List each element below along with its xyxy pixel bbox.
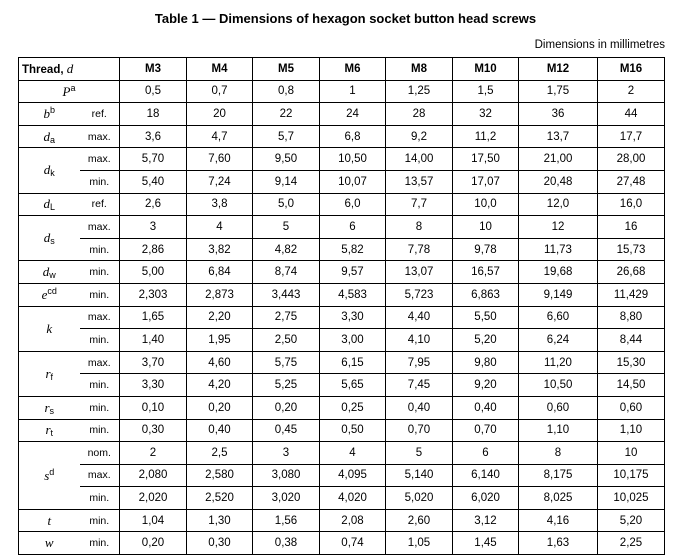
- symbol-letter: e: [41, 287, 48, 303]
- value-cell: 0,70: [453, 419, 519, 442]
- value-cell: 6,84: [187, 261, 253, 284]
- value-cell: 10,0: [453, 193, 519, 216]
- value-cell: 11,2: [453, 125, 519, 148]
- parameter-symbol: [19, 306, 80, 351]
- value-cell: 0,40: [187, 419, 253, 442]
- symbol-subscript: a: [49, 134, 55, 145]
- qualifier: min.: [80, 261, 120, 284]
- symbol-letter: b: [43, 106, 50, 122]
- parameter-symbol: [19, 261, 80, 284]
- value-cell: 1,75: [519, 80, 598, 103]
- value-cell: 4,82: [253, 238, 320, 261]
- value-cell: 1: [320, 80, 386, 103]
- value-cell: 26,68: [598, 261, 665, 284]
- qualifier: min.: [80, 329, 120, 352]
- value-cell: 3,8: [187, 193, 253, 216]
- value-cell: 0,25: [320, 396, 386, 419]
- symbol-letter: d: [43, 162, 51, 178]
- value-cell: 11,429: [598, 283, 665, 306]
- value-cell: 7,95: [386, 351, 453, 374]
- value-cell: 3,443: [253, 283, 320, 306]
- qualifier: min.: [80, 238, 120, 261]
- symbol-subscript: k: [50, 168, 55, 179]
- parameter-symbol: [19, 396, 80, 419]
- value-cell: 1,10: [598, 419, 665, 442]
- value-cell: 8,80: [598, 306, 665, 329]
- table-row: [19, 148, 665, 171]
- parameter-symbol: [19, 509, 80, 532]
- value-cell: 2,50: [253, 329, 320, 352]
- parameter-symbol: [19, 125, 80, 148]
- value-cell: 0,40: [453, 396, 519, 419]
- table-row: [19, 374, 665, 397]
- qualifier: max.: [80, 216, 120, 239]
- size-header: M8: [386, 58, 453, 81]
- value-cell: 4: [187, 216, 253, 239]
- value-cell: 3: [253, 442, 320, 465]
- value-cell: 5,65: [320, 374, 386, 397]
- qualifier: min.: [80, 509, 120, 532]
- parameter-symbol: [19, 283, 80, 306]
- value-cell: 2,5: [187, 442, 253, 465]
- value-cell: 2,86: [120, 238, 187, 261]
- footnote-marker: cd: [47, 286, 57, 297]
- value-cell: 7,24: [187, 170, 253, 193]
- value-cell: 6,60: [519, 306, 598, 329]
- value-cell: 2,020: [120, 487, 187, 510]
- qualifier: max.: [80, 351, 120, 374]
- value-cell: 3,00: [320, 329, 386, 352]
- value-cell: 0,10: [120, 396, 187, 419]
- qualifier: max.: [80, 148, 120, 171]
- value-cell: 0,40: [386, 396, 453, 419]
- symbol-letter: d: [43, 230, 51, 246]
- value-cell: 44: [598, 103, 665, 126]
- parameter-symbol: [19, 419, 80, 442]
- parameter-symbol: [19, 193, 80, 216]
- value-cell: 5,75: [253, 351, 320, 374]
- value-cell: 2,75: [253, 306, 320, 329]
- symbol-subscript: s: [50, 236, 55, 247]
- value-cell: 0,20: [120, 532, 187, 555]
- value-cell: 0,70: [386, 419, 453, 442]
- table-row: [19, 125, 665, 148]
- footnote-marker: d: [49, 466, 55, 477]
- table-row: [19, 464, 665, 487]
- table-body: [19, 80, 665, 554]
- value-cell: 12: [519, 216, 598, 239]
- value-cell: 6,140: [453, 464, 519, 487]
- value-cell: 5,0: [253, 193, 320, 216]
- value-cell: 2,580: [187, 464, 253, 487]
- value-cell: 14,00: [386, 148, 453, 171]
- value-cell: 3,30: [320, 306, 386, 329]
- table-row: [19, 306, 665, 329]
- value-cell: 5,140: [386, 464, 453, 487]
- value-cell: 10,07: [320, 170, 386, 193]
- parameter-symbol: [19, 442, 80, 510]
- parameter-symbol: [19, 80, 120, 103]
- symbol-subscript: w: [49, 270, 56, 281]
- value-cell: 12,0: [519, 193, 598, 216]
- value-cell: 3,080: [253, 464, 320, 487]
- value-cell: 5,723: [386, 283, 453, 306]
- value-cell: 11,20: [519, 351, 598, 374]
- value-cell: 6,24: [519, 329, 598, 352]
- value-cell: 7,7: [386, 193, 453, 216]
- value-cell: 17,07: [453, 170, 519, 193]
- symbol-letter: r: [44, 399, 50, 415]
- table-row: [19, 170, 665, 193]
- value-cell: 5,82: [320, 238, 386, 261]
- value-cell: 11,73: [519, 238, 598, 261]
- value-cell: 0,38: [253, 532, 320, 555]
- value-cell: 19,68: [519, 261, 598, 284]
- value-cell: 3,6: [120, 125, 187, 148]
- value-cell: 14,50: [598, 374, 665, 397]
- size-header: M12: [519, 58, 598, 81]
- thread-symbol: d: [66, 60, 74, 76]
- value-cell: 16,0: [598, 193, 665, 216]
- value-cell: 3,12: [453, 509, 519, 532]
- qualifier: min.: [80, 396, 120, 419]
- value-cell: 8,025: [519, 487, 598, 510]
- value-cell: 1,45: [453, 532, 519, 555]
- size-header: M6: [320, 58, 386, 81]
- value-cell: 8: [386, 216, 453, 239]
- value-cell: 4,10: [386, 329, 453, 352]
- value-cell: 9,14: [253, 170, 320, 193]
- value-cell: 1,10: [519, 419, 598, 442]
- size-header: M4: [187, 58, 253, 81]
- qualifier: min.: [80, 170, 120, 193]
- value-cell: 1,63: [519, 532, 598, 555]
- value-cell: 0,20: [253, 396, 320, 419]
- value-cell: 21,00: [519, 148, 598, 171]
- symbol-letter: k: [46, 320, 53, 336]
- value-cell: 0,60: [519, 396, 598, 419]
- parameter-symbol: [19, 216, 80, 261]
- value-cell: 5,40: [120, 170, 187, 193]
- qualifier: max.: [80, 125, 120, 148]
- value-cell: 28: [386, 103, 453, 126]
- value-cell: 6,020: [453, 487, 519, 510]
- value-cell: 2,520: [187, 487, 253, 510]
- thread-header: [19, 58, 120, 81]
- value-cell: 5: [253, 216, 320, 239]
- size-header: M10: [453, 58, 519, 81]
- value-cell: 0,60: [598, 396, 665, 419]
- value-cell: 4: [320, 442, 386, 465]
- qualifier: min.: [80, 374, 120, 397]
- value-cell: 13,57: [386, 170, 453, 193]
- value-cell: 27,48: [598, 170, 665, 193]
- value-cell: 1,56: [253, 509, 320, 532]
- value-cell: 10,175: [598, 464, 665, 487]
- symbol-letter: d: [43, 128, 50, 144]
- symbol-letter: w: [44, 535, 54, 551]
- symbol-subscript: s: [49, 405, 55, 416]
- symbol-subscript: t: [50, 428, 54, 439]
- value-cell: 1,04: [120, 509, 187, 532]
- value-cell: 6,0: [320, 193, 386, 216]
- table-row: [19, 419, 665, 442]
- value-cell: 20: [187, 103, 253, 126]
- value-cell: 5,50: [453, 306, 519, 329]
- units-note: Dimensions in millimetres: [534, 39, 665, 51]
- value-cell: 9,57: [320, 261, 386, 284]
- value-cell: 1,25: [386, 80, 453, 103]
- value-cell: 0,30: [187, 532, 253, 555]
- symbol-letter: r: [45, 365, 51, 381]
- value-cell: 0,74: [320, 532, 386, 555]
- symbol-letter: P: [62, 83, 71, 99]
- value-cell: 4,16: [519, 509, 598, 532]
- value-cell: 8: [519, 442, 598, 465]
- value-cell: 3,82: [187, 238, 253, 261]
- value-cell: 1,5: [453, 80, 519, 103]
- value-cell: 9,149: [519, 283, 598, 306]
- value-cell: 9,2: [386, 125, 453, 148]
- qualifier: max.: [80, 306, 120, 329]
- value-cell: 10,50: [320, 148, 386, 171]
- value-cell: 4,583: [320, 283, 386, 306]
- value-cell: 16: [598, 216, 665, 239]
- symbol-letter: d: [43, 196, 50, 212]
- value-cell: 3,70: [120, 351, 187, 374]
- table-row: [19, 442, 665, 465]
- value-cell: 7,60: [187, 148, 253, 171]
- value-cell: 1,95: [187, 329, 253, 352]
- value-cell: 5,70: [120, 148, 187, 171]
- qualifier: min.: [80, 419, 120, 442]
- value-cell: 36: [519, 103, 598, 126]
- footnote-marker: b: [49, 105, 55, 116]
- value-cell: 10: [453, 216, 519, 239]
- value-cell: 4,20: [187, 374, 253, 397]
- value-cell: 7,78: [386, 238, 453, 261]
- table-row: [19, 193, 665, 216]
- value-cell: 5,7: [253, 125, 320, 148]
- value-cell: 5,020: [386, 487, 453, 510]
- value-cell: 24: [320, 103, 386, 126]
- value-cell: 32: [453, 103, 519, 126]
- thread-label: Thread,: [22, 63, 64, 76]
- table-row: [19, 509, 665, 532]
- size-header: M16: [598, 58, 665, 81]
- dimensions-table: [18, 57, 665, 555]
- value-cell: 2,080: [120, 464, 187, 487]
- value-cell: 22: [253, 103, 320, 126]
- table-row: [19, 487, 665, 510]
- symbol-letter: d: [42, 264, 50, 280]
- value-cell: 5: [386, 442, 453, 465]
- qualifier: ref.: [80, 193, 120, 216]
- value-cell: 7,45: [386, 374, 453, 397]
- table-row: [19, 351, 665, 374]
- value-cell: 18: [120, 103, 187, 126]
- value-cell: 2,25: [598, 532, 665, 555]
- value-cell: 3,30: [120, 374, 187, 397]
- symbol-letter: t: [47, 512, 52, 528]
- parameter-symbol: [19, 103, 80, 126]
- value-cell: 6,863: [453, 283, 519, 306]
- table-row: [19, 283, 665, 306]
- value-cell: 8,44: [598, 329, 665, 352]
- value-cell: 15,30: [598, 351, 665, 374]
- symbol-subscript: L: [49, 202, 55, 213]
- value-cell: 1,40: [120, 329, 187, 352]
- value-cell: 13,7: [519, 125, 598, 148]
- value-cell: 2,6: [120, 193, 187, 216]
- value-cell: 2: [120, 442, 187, 465]
- value-cell: 0,7: [187, 80, 253, 103]
- value-cell: 1,30: [187, 509, 253, 532]
- value-cell: 9,20: [453, 374, 519, 397]
- table-row: [19, 103, 665, 126]
- value-cell: 0,30: [120, 419, 187, 442]
- value-cell: 2: [598, 80, 665, 103]
- table-title: Table 1 — Dimensions of hexagon socket button head screws: [154, 11, 537, 26]
- qualifier: nom.: [80, 442, 120, 465]
- value-cell: 4,40: [386, 306, 453, 329]
- symbol-letter: r: [45, 422, 51, 438]
- value-cell: 4,095: [320, 464, 386, 487]
- value-cell: 16,57: [453, 261, 519, 284]
- value-cell: 10,025: [598, 487, 665, 510]
- value-cell: 13,07: [386, 261, 453, 284]
- footnote-marker: a: [70, 82, 76, 93]
- table-row: [19, 238, 665, 261]
- size-header: M3: [120, 58, 187, 81]
- symbol-letter: s: [44, 467, 50, 483]
- qualifier: min.: [80, 532, 120, 555]
- value-cell: 6: [453, 442, 519, 465]
- qualifier: min.: [80, 283, 120, 306]
- value-cell: 2,20: [187, 306, 253, 329]
- value-cell: 6,8: [320, 125, 386, 148]
- value-cell: 0,8: [253, 80, 320, 103]
- value-cell: 4,60: [187, 351, 253, 374]
- value-cell: 9,50: [253, 148, 320, 171]
- value-cell: 0,5: [120, 80, 187, 103]
- value-cell: 10: [598, 442, 665, 465]
- value-cell: 2,303: [120, 283, 187, 306]
- value-cell: 9,78: [453, 238, 519, 261]
- value-cell: 3,020: [253, 487, 320, 510]
- value-cell: 5,00: [120, 261, 187, 284]
- header-row: [19, 58, 665, 81]
- parameter-symbol: [19, 351, 80, 396]
- value-cell: 4,020: [320, 487, 386, 510]
- value-cell: 5,25: [253, 374, 320, 397]
- value-cell: 3: [120, 216, 187, 239]
- table-row: [19, 396, 665, 419]
- value-cell: 20,48: [519, 170, 598, 193]
- parameter-symbol: [19, 532, 80, 555]
- table-row: [19, 329, 665, 352]
- value-cell: 15,73: [598, 238, 665, 261]
- value-cell: 1,65: [120, 306, 187, 329]
- value-cell: 2,60: [386, 509, 453, 532]
- value-cell: 5,20: [598, 509, 665, 532]
- value-cell: 8,175: [519, 464, 598, 487]
- value-cell: 10,50: [519, 374, 598, 397]
- value-cell: 6: [320, 216, 386, 239]
- size-header: M5: [253, 58, 320, 81]
- value-cell: 28,00: [598, 148, 665, 171]
- value-cell: 0,45: [253, 419, 320, 442]
- value-cell: 17,50: [453, 148, 519, 171]
- value-cell: 9,80: [453, 351, 519, 374]
- value-cell: 0,20: [187, 396, 253, 419]
- value-cell: 6,15: [320, 351, 386, 374]
- value-cell: 2,08: [320, 509, 386, 532]
- table-row: [19, 261, 665, 284]
- value-cell: 17,7: [598, 125, 665, 148]
- symbol-subscript: f: [50, 371, 54, 382]
- table-row: [19, 216, 665, 239]
- qualifier: ref.: [80, 103, 120, 126]
- value-cell: 1,05: [386, 532, 453, 555]
- value-cell: 5,20: [453, 329, 519, 352]
- value-cell: 4,7: [187, 125, 253, 148]
- qualifier: min.: [80, 487, 120, 510]
- table-row: [19, 532, 665, 555]
- qualifier: max.: [80, 464, 120, 487]
- table-row: [19, 80, 665, 103]
- value-cell: 8,74: [253, 261, 320, 284]
- parameter-symbol: [19, 148, 80, 193]
- value-cell: 2,873: [187, 283, 253, 306]
- value-cell: 0,50: [320, 419, 386, 442]
